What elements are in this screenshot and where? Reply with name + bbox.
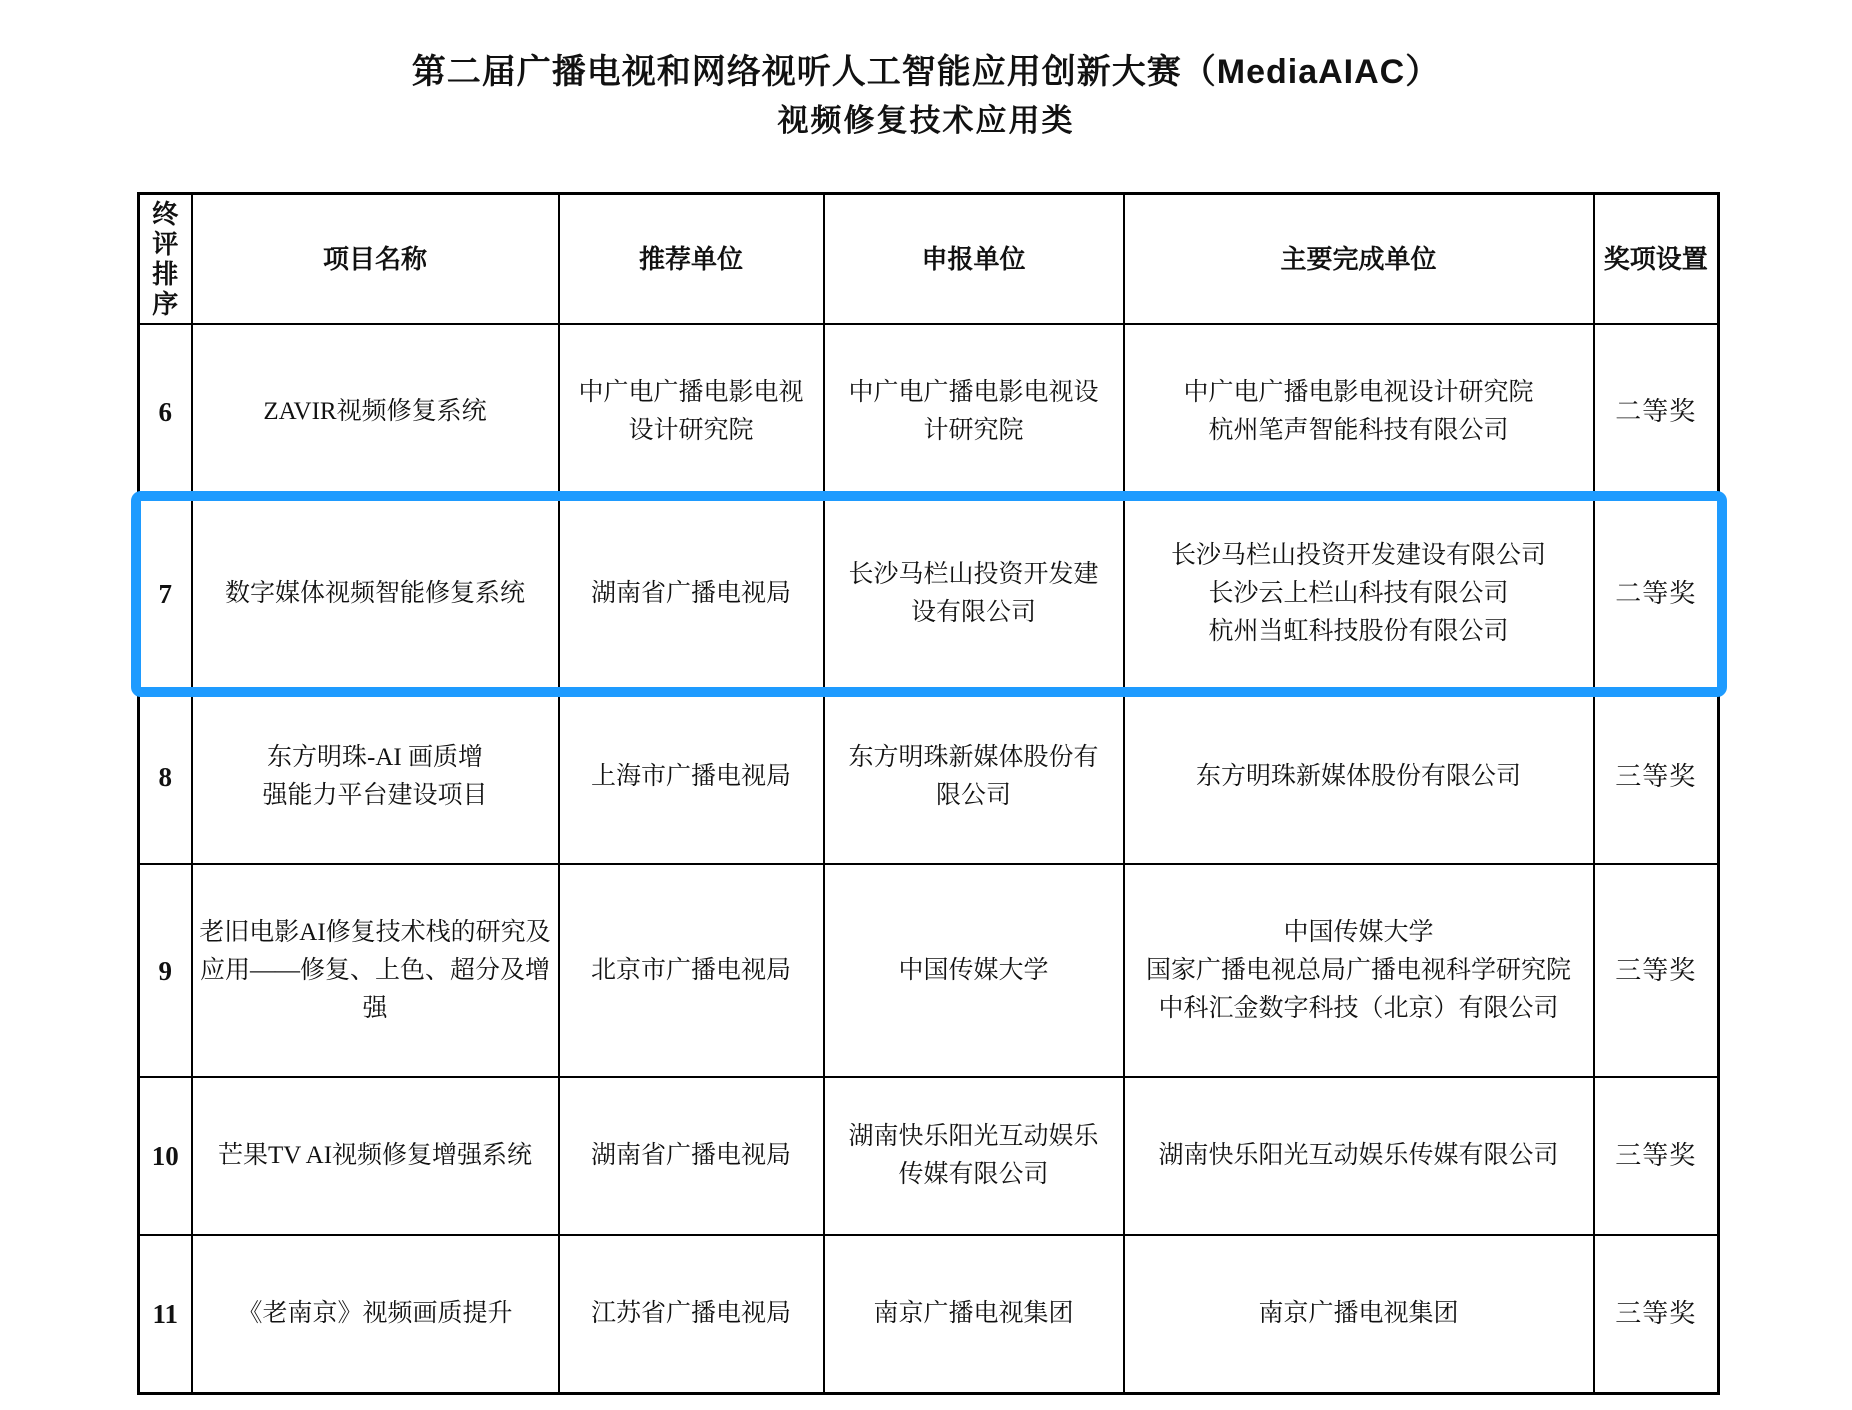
cell-completers	[1124, 1235, 1594, 1393]
cell-text-line: 计研究院	[923, 416, 1024, 444]
cell-award	[1594, 1235, 1719, 1393]
column-header	[139, 194, 192, 325]
column-header	[1124, 194, 1594, 325]
cell-recommender	[559, 689, 824, 864]
cell-text-line: 中广电广播电影电视设计研究院	[1183, 378, 1534, 406]
column-header	[192, 194, 559, 325]
header-text-line: 主要完成单位	[1280, 244, 1437, 274]
page-title-line1: 第二届广播电视和网络视听人工智能应用创新大赛（MediaAIAC）	[411, 53, 1441, 91]
cell-completers	[1124, 324, 1594, 499]
cell-recommender	[559, 864, 824, 1077]
cell-text-line: 强能力平台建设项目	[262, 781, 488, 809]
cell-project	[192, 1235, 559, 1393]
cell-text-line: 6	[158, 396, 172, 427]
cell-text-line: 老旧电影AI修复技术栈的研究及	[199, 918, 551, 946]
cell-text-line: 江苏省广播电视局	[590, 1299, 791, 1327]
cell-completers	[1124, 499, 1594, 689]
cell-text-line: 11	[152, 1298, 178, 1329]
header-row	[139, 194, 1719, 325]
table-row	[139, 324, 1719, 499]
cell-text-line: 湖南省广播电视局	[590, 1142, 791, 1169]
cell-rank	[139, 689, 192, 864]
cell-text-line: 北京市广播电视局	[590, 956, 791, 984]
cell-completers	[1124, 864, 1594, 1077]
cell-text-line: 东方明珠-AI 画质增	[267, 743, 483, 771]
cell-text-line: 东方明珠新媒体股份有限公司	[1195, 762, 1521, 790]
cell-award	[1594, 324, 1719, 499]
cell-applicant	[824, 864, 1124, 1077]
cell-text-line: 长沙马栏山投资开发建	[848, 561, 1099, 588]
cell-rank	[139, 499, 192, 689]
cell-text-line: 杭州笔声智能科技有限公司	[1208, 416, 1509, 444]
header-text-line: 排序	[152, 259, 179, 319]
cell-rank	[139, 1077, 192, 1235]
header-text-line: 推荐单位	[638, 244, 743, 274]
cell-text-line: 中广电广播电影电视设	[848, 378, 1099, 406]
cell-completers	[1124, 1077, 1594, 1235]
cell-text-line: 8	[158, 761, 172, 792]
cell-recommender	[559, 324, 824, 499]
cell-project	[192, 1077, 559, 1235]
cell-recommender	[559, 499, 824, 689]
cell-recommender	[559, 1235, 824, 1393]
cell-text-line: 中科汇金数字科技（北京）有限公司	[1158, 994, 1559, 1022]
cell-text-line: 三等奖	[1615, 955, 1697, 985]
cell-text-line: 10	[151, 1141, 179, 1171]
cell-project	[192, 324, 559, 499]
cell-text-line: 杭州当虹科技股份有限公司	[1208, 618, 1509, 645]
header-text-line: 奖项设置	[1603, 244, 1708, 274]
table-row	[139, 689, 1719, 864]
cell-text-line: 设有限公司	[910, 599, 1036, 626]
cell-text-line: 南京广播电视集团	[873, 1299, 1074, 1327]
cell-applicant	[824, 1077, 1124, 1235]
cell-text-line: 数字媒体视频智能修复系统	[224, 580, 525, 607]
cell-applicant	[824, 324, 1124, 499]
cell-applicant	[824, 499, 1124, 689]
header-text-line: 申报单位	[921, 244, 1026, 274]
cell-text-line: 三等奖	[1615, 761, 1697, 791]
cell-text-line: 设计研究院	[628, 416, 754, 444]
cell-text-line: 二等奖	[1615, 396, 1697, 426]
cell-text-line: 长沙马栏山投资开发建设有限公司	[1170, 542, 1546, 569]
awards-table	[137, 192, 1720, 1395]
cell-text-line: 强	[362, 994, 388, 1022]
table-row	[139, 1077, 1719, 1235]
table-row	[139, 864, 1719, 1077]
cell-rank	[139, 324, 192, 499]
cell-text-line: 东方明珠新媒体股份有	[848, 743, 1099, 771]
cell-text-line: 中国传媒大学	[898, 956, 1049, 984]
cell-text-line: 三等奖	[1615, 1141, 1697, 1170]
page-title-line2: 视频修复技术应用类	[777, 103, 1075, 138]
cell-completers	[1124, 689, 1594, 864]
cell-text-line: 上海市广播电视局	[590, 762, 791, 790]
cell-text-line: 限公司	[935, 781, 1011, 809]
cell-text-line: ZAVIR视频修复系统	[263, 397, 487, 425]
column-header	[1594, 194, 1719, 325]
cell-award	[1594, 689, 1719, 864]
cell-text-line: 9	[158, 955, 172, 986]
column-header	[559, 194, 824, 325]
cell-applicant	[824, 1235, 1124, 1393]
cell-text-line: 长沙云上栏山科技有限公司	[1208, 580, 1509, 607]
cell-award	[1594, 1077, 1719, 1235]
cell-text-line: 《老南京》视频画质提升	[237, 1299, 513, 1327]
cell-rank	[139, 864, 192, 1077]
cell-text-line: 湖南快乐阳光互动娱乐	[848, 1123, 1099, 1150]
cell-text-line: 湖南快乐阳光互动娱乐传媒有限公司	[1158, 1142, 1559, 1169]
cell-project	[192, 689, 559, 864]
cell-project	[192, 499, 559, 689]
cell-text-line: 应用——修复、上色、超分及增	[199, 956, 550, 984]
cell-rank	[139, 1235, 192, 1393]
header-text-line: 终评	[152, 199, 179, 259]
cell-award	[1594, 499, 1719, 689]
table-row	[139, 499, 1719, 689]
table-row	[139, 1235, 1719, 1393]
cell-text-line: 南京广播电视集团	[1258, 1299, 1459, 1327]
cell-text-line: 中国传媒大学	[1283, 918, 1434, 946]
table-body	[139, 324, 1719, 1393]
cell-text-line: 国家广播电视总局广播电视科学研究院	[1145, 956, 1571, 984]
header-text-line: 项目名称	[322, 244, 427, 274]
cell-award	[1594, 864, 1719, 1077]
cell-text-line: 三等奖	[1615, 1298, 1697, 1328]
column-header	[824, 194, 1124, 325]
cell-applicant	[824, 689, 1124, 864]
cell-recommender	[559, 1077, 824, 1235]
cell-text-line: 二等奖	[1615, 579, 1697, 608]
cell-text-line: 7	[158, 579, 172, 609]
cell-project	[192, 864, 559, 1077]
cell-text-line: 湖南省广播电视局	[590, 580, 791, 607]
cell-text-line: 芒果TV AI视频修复增强系统	[217, 1142, 533, 1169]
cell-text-line: 传媒有限公司	[898, 1161, 1049, 1188]
cell-text-line: 中广电广播电影电视	[578, 378, 804, 406]
